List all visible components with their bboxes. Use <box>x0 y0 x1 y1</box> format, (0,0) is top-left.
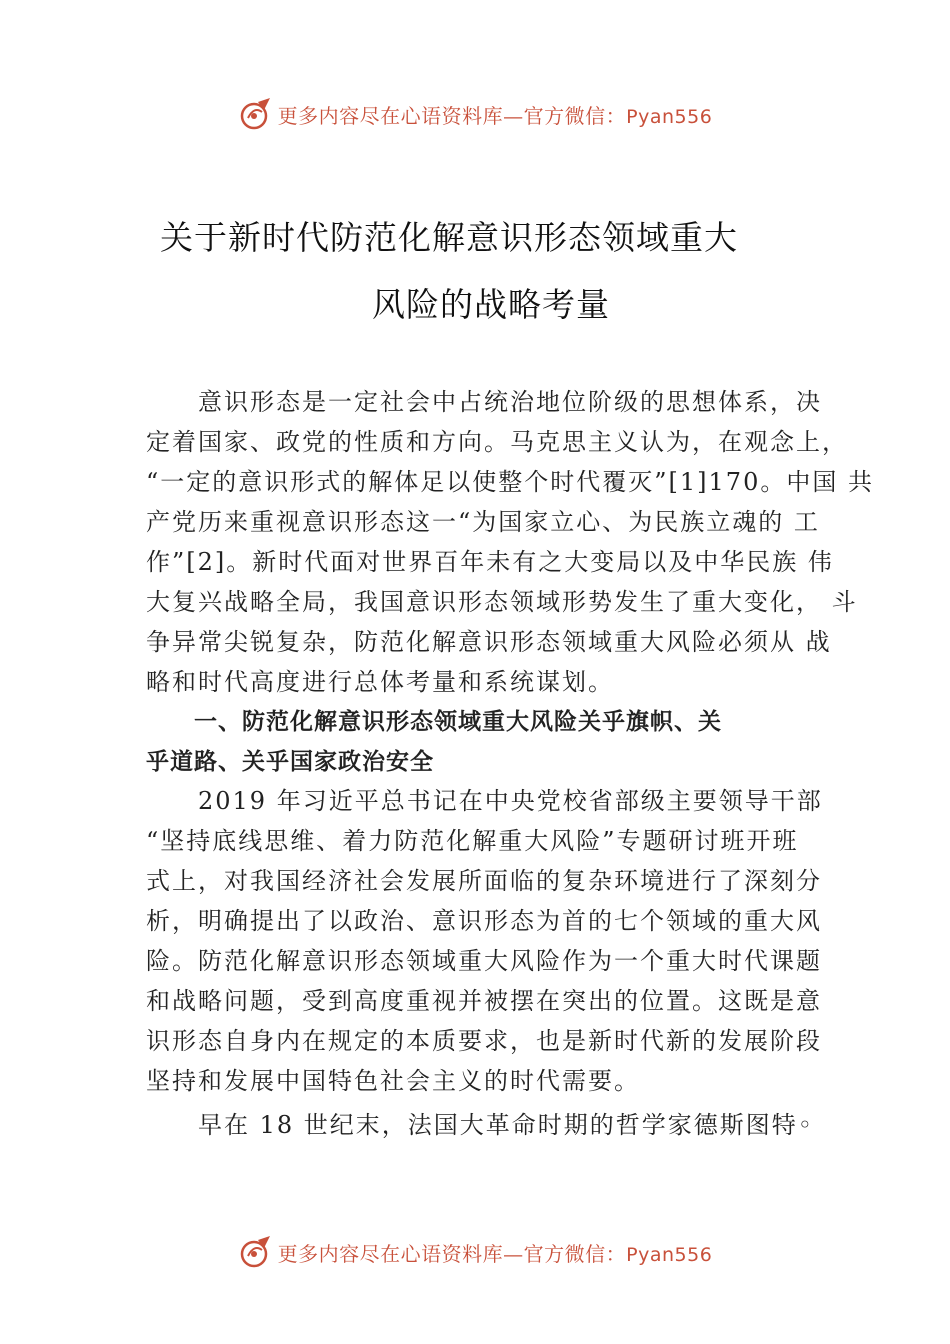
document-title-line-1: 关于新时代防范化解意识形态领域重大 <box>160 218 738 257</box>
text-line: 式上，对我国经济社会发展所面临的复杂环境进行了深刻分 <box>146 867 822 895</box>
text-line: 2019 年习近平总书记在中央党校省部级主要领导干部 <box>146 787 823 815</box>
text-line: 坚持和发展中国特色社会主义的时代需要。 <box>146 1067 640 1095</box>
text-line: 和战略问题，受到高度重视并被摆在突出的位置。这既是意 <box>146 987 822 1015</box>
text-line: 产党历来重视意识形态这一“为国家立心、为民族立魂的 工 <box>146 508 820 536</box>
heading-line: 乎道路、关乎国家政治安全 <box>146 749 434 775</box>
text-line: 意识形态是一定社会中占统治地位阶级的思想体系，决 <box>146 388 822 416</box>
watermark-text: 更多内容尽在心语资料库—官方微信：Pyan556 <box>277 1241 713 1266</box>
text-line: 识形态自身内在规定的本质要求，也是新时代新的发展阶段 <box>146 1027 822 1055</box>
text-line: 作”[2]。新时代面对世界百年未有之大变局以及中华民族 伟 <box>146 548 834 576</box>
watermark-header <box>0 94 950 134</box>
text-line: 早在 18 世纪末，法国大革命时期的哲学家德斯图特◦ <box>146 1111 814 1139</box>
body-paragraph-3 <box>146 1105 836 1145</box>
body-paragraph-1 <box>146 382 874 702</box>
text-line: 大复兴战略全局，我国意识形态领域形势发生了重大变化， 斗 <box>146 588 858 616</box>
watermark-footer <box>0 1232 950 1272</box>
watermark-logo-icon <box>238 1234 274 1270</box>
watermark-account: Pyan556 <box>626 105 713 128</box>
text-line: “坚持底线思维、着力防范化解重大风险”专题研讨班开班 <box>146 827 799 855</box>
text-line: 析，明确提出了以政治、意识形态为首的七个领域的重大风 <box>146 907 822 935</box>
text-line: 略和时代高度进行总体考量和系统谋划。 <box>146 668 614 696</box>
watermark-logo-icon <box>238 96 274 132</box>
heading-line: 一、防范化解意识形态领域重大风险关乎旗帜、关 <box>146 709 722 735</box>
watermark-text: 更多内容尽在心语资料库—官方微信：Pyan556 <box>277 103 713 128</box>
text-line: “一定的意识形式的解体足以使整个时代覆灭”[1]170。中国 共 <box>146 468 874 496</box>
section-heading-1 <box>146 702 836 782</box>
watermark-account: Pyan556 <box>626 1243 713 1266</box>
text-line: 定着国家、政党的性质和方向。马克思主义认为，在观念上， <box>146 428 848 456</box>
document-title-line-2: 风险的战略考量 <box>372 285 610 324</box>
text-line: 争异常尖锐复杂，防范化解意识形态领域重大风险必须从 战 <box>146 628 832 656</box>
body-paragraph-2 <box>146 781 836 1101</box>
text-line: 险。防范化解意识形态领域重大风险作为一个重大时代课题 <box>146 947 822 975</box>
